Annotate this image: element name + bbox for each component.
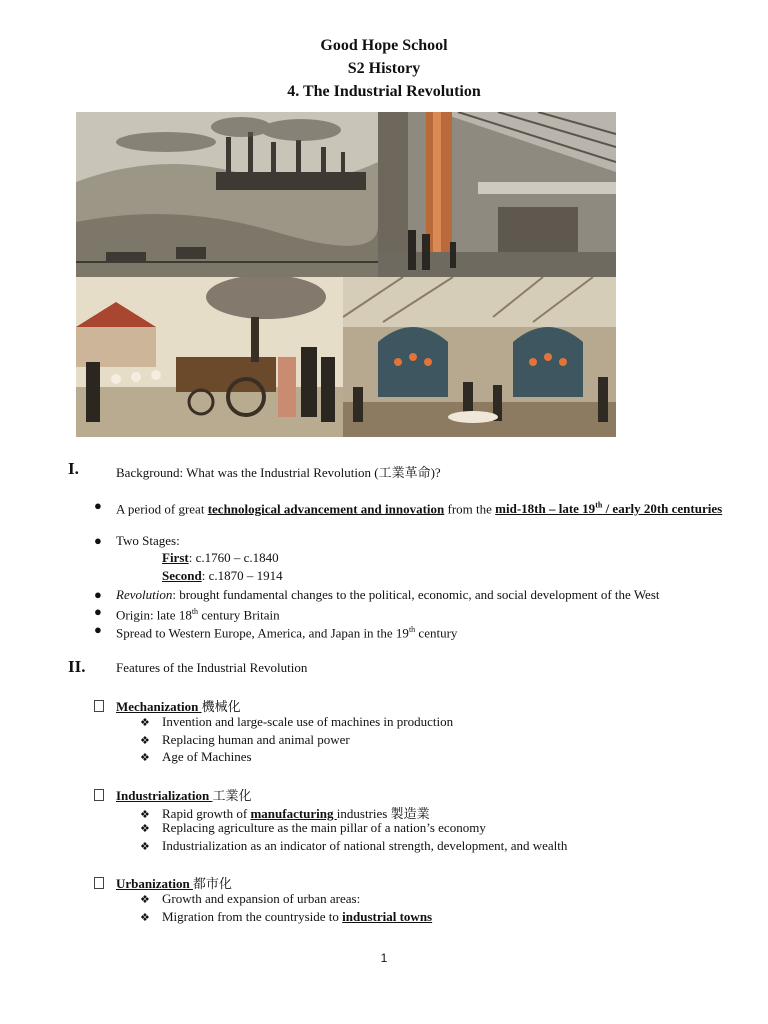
superscript: th xyxy=(408,625,416,634)
bullet-dot: ● xyxy=(94,533,102,548)
second-value: : c.1870 – 1914 xyxy=(201,568,283,583)
glass-furnace-image xyxy=(343,277,616,437)
diamond-bullet-icon: ❖ xyxy=(140,894,150,906)
checkbox-icon xyxy=(94,877,104,889)
list-item xyxy=(140,714,453,730)
urbanization-chinese: 都市化 xyxy=(192,876,232,891)
list-item-text: Replacing human and animal power xyxy=(162,732,350,747)
period-emphasis: mid-18th – late 19 xyxy=(495,501,596,517)
list-item-text: Replacing agriculture as the main pillar of a nation’s economy xyxy=(162,820,486,835)
checkbox-icon xyxy=(94,700,104,712)
list-item-text: Industrialization as an indicator of national strength, development, and wealth xyxy=(162,838,568,853)
first-value: : c.1760 – c.1840 xyxy=(188,550,279,565)
steam-locomotive-image xyxy=(76,277,343,437)
stage-first xyxy=(162,550,279,566)
diamond-bullet-icon: ❖ xyxy=(140,912,150,924)
mechanization-title: Mechanization xyxy=(116,699,202,714)
diamond-bullet-icon: ❖ xyxy=(140,735,150,747)
stage-second xyxy=(162,568,283,584)
bullet-text: century xyxy=(415,625,458,641)
industrial-towns-emphasis: industrial towns xyxy=(342,909,433,924)
section-1-numeral: I. xyxy=(68,459,79,478)
ironworks-interior-image xyxy=(378,112,616,277)
bullet-text: Spread to Western Europe, America, and Japan in the 19 xyxy=(116,625,409,641)
list-item xyxy=(140,749,252,765)
bullet-text: century Britain xyxy=(198,607,280,623)
industrialization-chinese: 工業化 xyxy=(212,788,252,803)
manufacturing-emphasis: manufacturing xyxy=(250,806,337,821)
feature-urbanization xyxy=(94,873,232,892)
feature-mechanization xyxy=(94,696,241,715)
list-item xyxy=(140,732,350,748)
diamond-bullet-icon: ❖ xyxy=(140,823,150,835)
list-item xyxy=(140,820,486,836)
bullet-dot: ● xyxy=(94,587,102,602)
bullet-two-stages xyxy=(94,532,734,550)
list-item-text: Migration from the countryside to xyxy=(162,909,343,924)
section-1-title: Background: What was the Industrial Revolution (工業革命)? xyxy=(116,465,441,480)
list-item xyxy=(140,909,432,925)
industrialization-title: Industrialization xyxy=(116,788,213,803)
list-item-text: Rapid growth of xyxy=(162,806,251,821)
document-header xyxy=(0,34,768,103)
diamond-bullet-icon: ❖ xyxy=(140,841,150,853)
first-label: First xyxy=(162,550,189,565)
bullet-period xyxy=(94,497,734,518)
checkbox-icon xyxy=(94,789,104,801)
feature-industrialization xyxy=(94,785,251,804)
bullet-dot: ● xyxy=(94,498,102,513)
section-2-title: Features of the Industrial Revolution xyxy=(116,660,308,675)
bullet-text: from the xyxy=(444,501,496,517)
list-item-text: industries 製造業 xyxy=(336,806,430,821)
tech-innovation-emphasis: technological advancement and innovation xyxy=(207,501,445,517)
urbanization-title: Urbanization xyxy=(116,876,193,891)
period-emphasis-end: / early 20th centuries xyxy=(602,501,723,517)
bullet-text: A period of great xyxy=(116,501,208,517)
mechanization-chinese: 機械化 xyxy=(201,699,241,714)
bullet-dot: ● xyxy=(94,622,102,637)
second-label: Second xyxy=(162,568,202,583)
diamond-bullet-icon: ❖ xyxy=(140,717,150,729)
revolution-term: Revolution xyxy=(116,587,173,602)
section-2-numeral: II. xyxy=(68,657,86,676)
topic-title: 4. The Industrial Revolution xyxy=(287,83,481,100)
bullet-spread xyxy=(94,621,734,642)
bullet-text: Two Stages: xyxy=(116,533,180,548)
factory-landscape-image xyxy=(76,112,378,277)
list-item xyxy=(140,891,360,907)
school-name: Good Hope School xyxy=(320,37,448,54)
illustration-collage xyxy=(76,112,616,437)
page-number: 1 xyxy=(380,951,388,965)
bullet-text: Origin: late 18 xyxy=(116,607,192,623)
subject-title: S2 History xyxy=(347,60,421,77)
list-item-text: Invention and large-scale use of machines in production xyxy=(162,714,454,729)
diamond-bullet-icon: ❖ xyxy=(140,809,150,821)
diamond-bullet-icon: ❖ xyxy=(140,752,150,764)
list-item xyxy=(140,838,567,854)
bullet-text: : brought fundamental changes to the political, economic, and social development of the West xyxy=(172,587,660,602)
superscript: th xyxy=(595,501,603,510)
list-item-text: Age of Machines xyxy=(162,749,252,764)
bullet-revolution xyxy=(94,586,734,604)
bullet-dot: ● xyxy=(94,604,102,619)
superscript: th xyxy=(191,607,199,616)
list-item-text: Growth and expansion of urban areas: xyxy=(162,891,361,906)
